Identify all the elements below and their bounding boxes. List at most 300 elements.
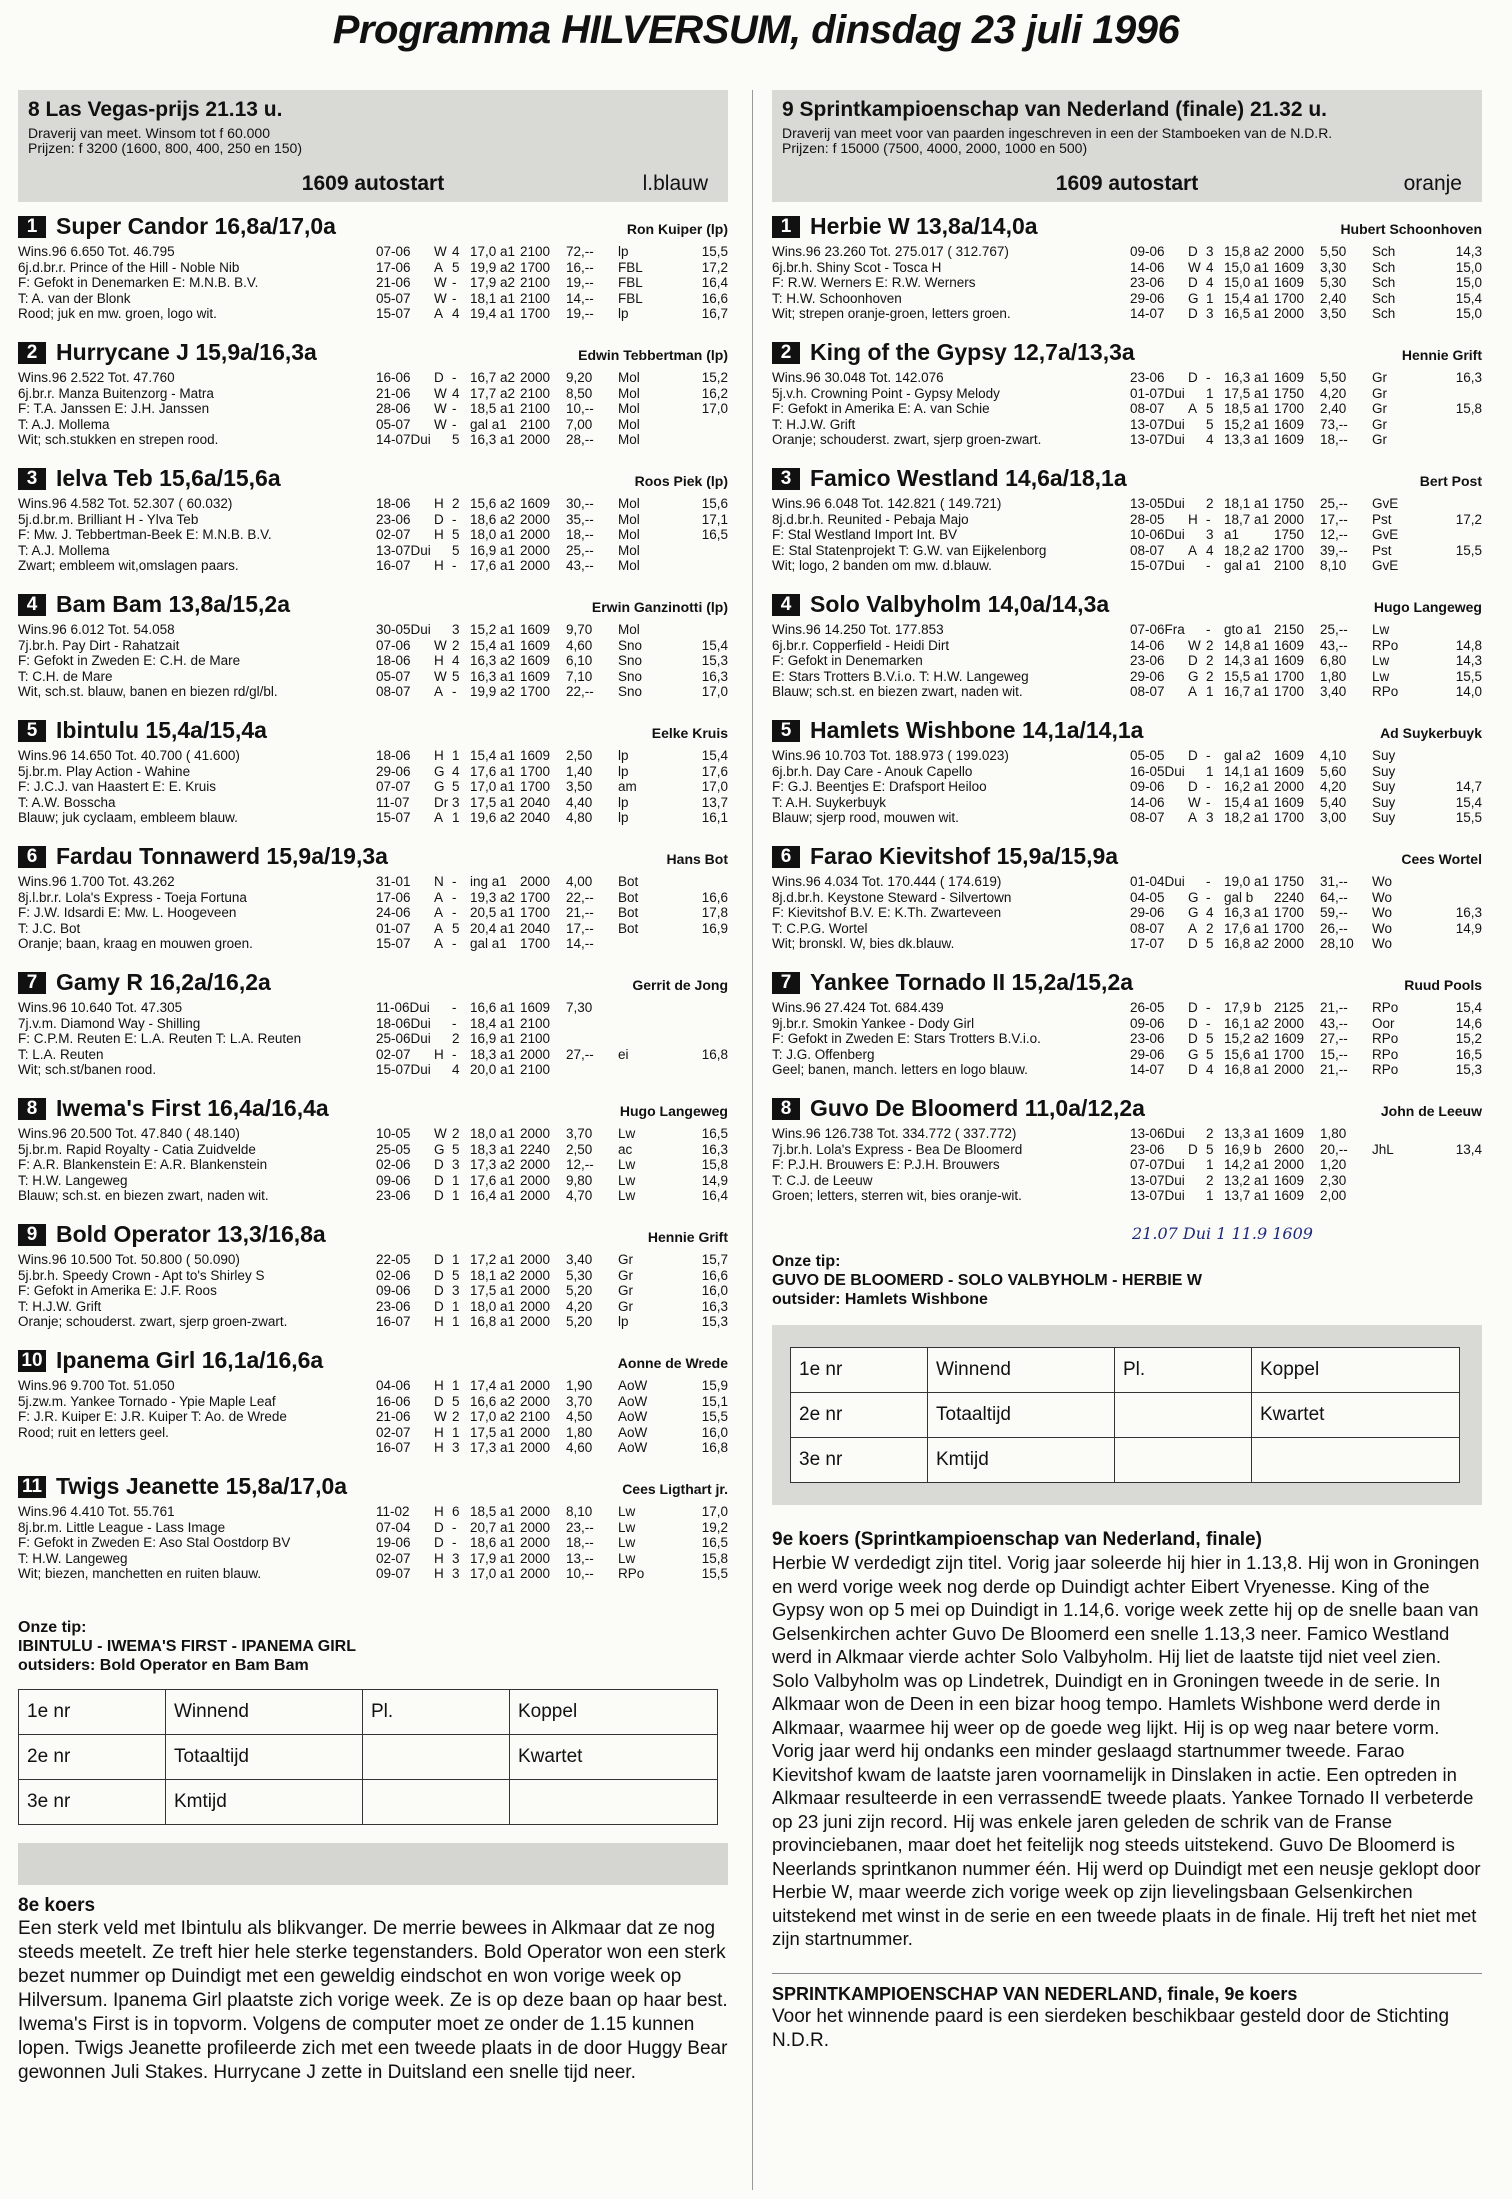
result-cell: 1700 — [520, 905, 551, 920]
result-cell: 15-07 — [376, 810, 411, 825]
horse-list — [18, 213, 728, 1602]
info-line: T: C.H. de Mare — [18, 668, 113, 684]
result-cell: 2100 — [520, 416, 551, 432]
horse-name: Farao Kievitshof 15,9a/15,9a — [810, 843, 1119, 869]
driver-name: Hugo Langeweg — [619, 1103, 728, 1119]
result-cell: 15,5 — [701, 244, 728, 259]
result-cell: 17,8 — [701, 905, 728, 920]
result-cell: 15,4 — [1455, 794, 1482, 810]
result-cell: 17,5 a1 — [1224, 385, 1270, 401]
result-cell: 16,1 — [701, 810, 728, 825]
result-cell: 15,0 — [1455, 306, 1482, 321]
result-cell: 1700 — [1274, 920, 1305, 936]
bet-cell: Kmtijd — [166, 1780, 363, 1825]
horse-name: Bam Bam 13,8a/15,2a — [56, 591, 290, 617]
result-cell — [1426, 764, 1482, 780]
result-cell: 22,-- — [566, 889, 594, 905]
result-cell: Lw — [618, 1157, 636, 1172]
result-cell: 11-02 — [376, 1504, 410, 1519]
result-cell: H — [434, 653, 444, 668]
horse-info — [18, 748, 378, 826]
result-cell: 4 — [452, 385, 460, 401]
result-row — [1130, 1126, 1482, 1142]
horse-name: Yankee Tornado II 15,2a/15,2a — [810, 969, 1134, 995]
result-cell: 17,5 a1 — [470, 794, 516, 810]
result-cell: 17,9 a2 — [470, 275, 516, 290]
result-cell: 1609 — [520, 622, 551, 637]
result-cell: 16,3 a2 — [470, 653, 516, 668]
bet-cell: 3e nr — [791, 1438, 928, 1483]
result-cell: D — [434, 1267, 444, 1283]
result-cell: Mol — [618, 416, 640, 432]
result-cell: 3 — [1206, 527, 1214, 542]
bet-cell: Totaaltijd — [928, 1393, 1115, 1438]
result-cell: W — [434, 244, 447, 259]
horse-info — [18, 496, 378, 574]
horse-name-row — [772, 969, 1482, 1000]
horse-name-row — [18, 969, 728, 1000]
info-line: 5j.br.h. Speedy Crown - Apt to's Shirley S — [18, 1267, 265, 1283]
result-cell: Mol — [618, 542, 640, 558]
result-cell: - — [1206, 370, 1211, 385]
info-line: Wins.96 20.500 Tot. 47.840 ( 48.140) — [18, 1126, 240, 1141]
result-cell: 11-06Dui — [376, 1000, 430, 1015]
result-cell: 2000 — [520, 1046, 551, 1062]
driver-name: Bert Post — [1419, 473, 1482, 489]
result-cell — [434, 1031, 452, 1047]
result-cell: 20,4 a1 — [470, 920, 516, 936]
result-cell: A — [434, 684, 444, 699]
result-cell: 2100 — [520, 290, 551, 306]
result-row — [376, 1268, 728, 1284]
result-cell: 16,3 — [1455, 905, 1482, 920]
result-cell: 1609 — [520, 1000, 551, 1015]
result-cell: 17,6 a1 — [1224, 920, 1270, 936]
result-cell: 16,3 — [701, 1298, 728, 1314]
result-cell — [672, 874, 728, 890]
result-cell: gto a1 — [1224, 622, 1262, 637]
result-row — [376, 1157, 728, 1173]
result-row — [376, 1142, 728, 1158]
result-cell — [1426, 386, 1482, 402]
result-cell: 19-06 — [376, 1535, 411, 1550]
result-row — [376, 496, 728, 512]
result-cell: 17,0 a1 — [470, 779, 516, 794]
result-cell: 08-07 — [1130, 542, 1165, 558]
result-cell: D — [434, 1535, 444, 1550]
result-cell: 14,3 a1 — [1224, 653, 1270, 668]
result-cell: 3 — [452, 622, 460, 637]
result-cell: - — [452, 290, 457, 306]
result-row — [1130, 496, 1482, 512]
results-table — [1130, 244, 1482, 322]
info-line: Groen; letters, sterren wit, bies oranje-wit. — [772, 1188, 1022, 1203]
result-row — [1130, 291, 1482, 307]
results-table — [1130, 370, 1482, 448]
info-line: T: A. van der Blonk — [18, 290, 131, 306]
result-cell: 17,0 — [701, 779, 728, 794]
result-cell: 17,0 — [701, 401, 728, 416]
result-cell: 15,-- — [1320, 1046, 1348, 1062]
result-cell: Lw — [618, 1188, 636, 1203]
horse-entry — [18, 339, 728, 468]
result-cell: 5 — [452, 1141, 460, 1157]
result-cell: 15,8 a2 — [1224, 244, 1270, 259]
driver-name: Ruud Pools — [1404, 977, 1482, 993]
result-cell: 16,9 b — [1224, 1141, 1262, 1157]
result-cell — [1188, 874, 1206, 890]
result-cell: 17,0 a1 — [470, 244, 516, 259]
result-cell: A — [434, 936, 444, 951]
result-cell: 15,4 a1 — [470, 637, 516, 653]
results-table — [1130, 622, 1482, 700]
page-title: Programma HILVERSUM, dinsdag 23 juli 1996 — [332, 8, 1180, 52]
result-cell: 02-07 — [376, 1550, 411, 1566]
result-cell: 2000 — [520, 1126, 551, 1141]
result-cell: 2000 — [520, 1267, 551, 1283]
result-cell: - — [452, 1000, 457, 1015]
result-cell: 3 — [1206, 306, 1214, 321]
result-cell: 1609 — [520, 496, 551, 511]
result-cell: 2 — [1206, 653, 1214, 668]
result-cell: 1609 — [1274, 763, 1305, 779]
info-line: F: Gefokt in Zweden E: Aso Stal Oostdorp BV — [18, 1535, 291, 1550]
result-row — [1130, 748, 1482, 764]
info-line: Wit; bronskl. W, bies dk.blauw. — [772, 936, 955, 951]
result-cell — [1426, 1173, 1482, 1189]
result-cell: Sch — [1372, 306, 1396, 321]
horse-name: Herbie W 13,8a/14,0a — [810, 213, 1038, 239]
result-cell: D — [1188, 275, 1198, 290]
result-cell: 6,10 — [566, 653, 593, 668]
result-cell: 1 — [452, 748, 460, 763]
result-cell: 1700 — [520, 936, 551, 951]
result-cell: D — [1188, 936, 1198, 951]
result-cell: D — [434, 511, 444, 527]
result-cell: 19,0 a1 — [1224, 874, 1270, 889]
result-row — [376, 1378, 728, 1394]
info-line: T: C.J. de Leeuw — [772, 1172, 873, 1188]
result-cell: 19,-- — [566, 275, 594, 290]
horse-info — [18, 1378, 378, 1440]
result-cell: 16-07 — [376, 558, 411, 573]
result-row — [376, 1504, 728, 1520]
result-cell — [434, 543, 452, 559]
result-cell: Sno — [618, 668, 643, 684]
bet-cell: Winnend — [166, 1690, 363, 1735]
result-cell: 15,0 a1 — [1224, 259, 1270, 275]
result-row — [376, 386, 728, 402]
result-cell: 09-06 — [1130, 1015, 1165, 1031]
info-line: 8j.br.m. Little League - Lass Image — [18, 1519, 226, 1535]
result-cell: 2000 — [520, 542, 551, 558]
info-line: E: Stars Trotters B.V.i.o. T: H.W. Langeweg — [772, 668, 1029, 684]
info-line: F: J.R. Kuiper E: J.R. Kuiper T: Ao. de Wrede — [18, 1409, 287, 1424]
result-row — [376, 874, 728, 890]
result-cell: 5 — [452, 542, 460, 558]
result-cell: 18,-- — [1320, 432, 1348, 447]
result-cell: 13-06Dui — [1130, 1126, 1185, 1141]
result-row — [376, 1425, 728, 1441]
result-cell: - — [452, 874, 457, 889]
result-cell: 15,5 — [1455, 542, 1482, 558]
info-line: T: H.J.W. Grift — [18, 1298, 102, 1314]
result-cell: 14-06 — [1130, 637, 1165, 653]
result-cell — [434, 1016, 452, 1032]
result-cell: D — [1188, 748, 1198, 763]
result-cell: 16,6 — [701, 290, 728, 306]
result-cell: Suy — [1372, 810, 1396, 825]
result-cell: 16,3 a1 — [1224, 370, 1270, 385]
horse-info — [772, 370, 1132, 448]
info-line: Wins.96 126.738 Tot. 334.772 ( 337.772) — [772, 1126, 1017, 1141]
result-cell: - — [1206, 874, 1211, 889]
result-cell: RPo — [618, 1566, 645, 1581]
result-cell: 1700 — [520, 779, 551, 794]
result-cell: 01-07 — [376, 920, 411, 936]
result-cell: D — [1188, 1062, 1198, 1077]
result-row — [1130, 1173, 1482, 1189]
result-cell: 3,40 — [1320, 684, 1347, 699]
result-row — [1130, 1142, 1482, 1158]
result-cell: 39,-- — [1320, 542, 1348, 558]
result-cell: 04-05 — [1130, 889, 1165, 905]
result-cell: 02-07 — [376, 527, 411, 542]
result-cell: 7,10 — [566, 668, 593, 684]
horse-entry — [772, 1095, 1482, 1224]
result-row — [376, 764, 728, 780]
result-cell: 1,80 — [566, 1424, 593, 1440]
result-cell: 17,6 a1 — [470, 558, 516, 573]
result-cell — [1188, 527, 1206, 543]
result-cell: 2240 — [520, 1141, 551, 1157]
result-row — [376, 1440, 728, 1456]
info-line: F: Mw. J. Tebbertman-Beek E: M.N.B. B.V. — [18, 527, 272, 542]
start-number: 7 — [772, 972, 800, 994]
info-line: Wins.96 4.410 Tot. 55.761 — [18, 1504, 175, 1519]
result-cell: - — [452, 558, 457, 573]
horse-entry — [772, 339, 1482, 468]
result-row — [376, 260, 728, 276]
result-cell: 4,60 — [566, 1440, 593, 1455]
result-row — [1130, 890, 1482, 906]
result-cell — [618, 1016, 672, 1032]
result-cell — [672, 1062, 728, 1078]
result-cell: 17-06 — [376, 889, 411, 905]
result-cell: 16,0 — [701, 1283, 728, 1298]
result-cell: 5 — [1206, 1031, 1214, 1046]
result-cell: 14-07Dui — [376, 432, 431, 447]
results-table — [1130, 748, 1482, 826]
info-line: Wit; sch.st/banen rood. — [18, 1062, 157, 1077]
result-cell: 5,30 — [566, 1267, 593, 1283]
result-cell: 4 — [452, 1062, 460, 1077]
horse-info — [772, 496, 1132, 574]
result-cell: 16-07 — [376, 1314, 411, 1329]
result-cell: AoW — [618, 1409, 648, 1424]
result-cell: 1 — [1206, 385, 1214, 401]
result-cell: Lw — [618, 1172, 636, 1188]
result-cell: 16-06 — [376, 370, 411, 385]
info-line: Blauw; sch.st. en biezen zwart, naden wit. — [18, 1188, 269, 1203]
result-cell: A — [434, 306, 444, 321]
bet-cell — [363, 1780, 510, 1825]
result-cell: 20,-- — [1320, 1141, 1348, 1157]
driver-name: Erwin Ganzinotti (lp) — [591, 599, 728, 615]
result-cell: 14,3 — [1455, 244, 1482, 259]
horse-entry — [18, 1473, 728, 1602]
driver-name: Cees Wortel — [1401, 851, 1482, 867]
result-cell: 15-07Dui — [376, 1062, 431, 1077]
result-row — [1130, 795, 1482, 811]
result-cell: 2000 — [520, 1504, 551, 1519]
result-cell: Sch — [1372, 244, 1396, 259]
result-cell: 1,20 — [1320, 1157, 1347, 1172]
result-cell: 17,0 — [701, 1504, 728, 1519]
result-cell: gal a2 — [1224, 748, 1261, 763]
result-cell: 4,00 — [566, 874, 593, 889]
info-line: Wins.96 14.650 Tot. 40.700 ( 41.600) — [18, 748, 240, 763]
result-cell: 16,9 — [701, 920, 728, 936]
result-cell: 1700 — [1274, 905, 1305, 920]
result-cell: 3,50 — [1320, 306, 1347, 321]
result-cell — [1426, 936, 1482, 952]
result-cell: 15-07Dui — [1130, 558, 1185, 573]
result-cell: 15,3 — [701, 1314, 728, 1329]
start-number: 1 — [18, 216, 46, 238]
result-cell: lp — [618, 244, 629, 259]
info-line: Wit; strepen oranje-groen, letters groen. — [772, 306, 1011, 321]
result-cell: 43,-- — [1320, 637, 1348, 653]
horse-info — [18, 622, 378, 700]
result-cell: D — [434, 1393, 444, 1409]
start-number: 10 — [18, 1350, 46, 1372]
result-cell: 2000 — [520, 1424, 551, 1440]
result-cell: 23-06 — [1130, 370, 1165, 385]
result-cell: 2,00 — [1320, 1188, 1347, 1203]
driver-name: John de Leeuw — [1380, 1103, 1482, 1119]
info-line: F: Gefokt in Denemarken E: M.N.B. B.V. — [18, 275, 259, 290]
result-row — [376, 638, 728, 654]
result-cell: 1609 — [520, 653, 551, 668]
result-cell — [566, 1062, 618, 1078]
result-cell: 16,9 a1 — [470, 542, 516, 558]
result-cell — [1426, 1188, 1482, 1204]
result-cell: 17,5 a1 — [470, 1283, 516, 1298]
result-cell: 02-07 — [376, 1046, 411, 1062]
result-cell: 5,60 — [1320, 763, 1347, 779]
result-cell — [1188, 386, 1206, 402]
result-cell: 15,6 a2 — [470, 496, 516, 511]
info-line: Wit; biezen, manchetten en ruiten blauw. — [18, 1566, 262, 1581]
result-cell: 10-06Dui — [1130, 527, 1185, 542]
horse-entry — [18, 1095, 728, 1224]
result-cell: 07-06Fra — [1130, 622, 1185, 637]
info-line: Wit; logo, 2 banden om mw. d.blauw. — [772, 558, 992, 573]
bet-grid — [18, 1689, 718, 1825]
result-cell: 3,50 — [566, 779, 593, 794]
result-cell: 23-06 — [1130, 275, 1165, 290]
driver-name: Hugo Langeweg — [1373, 599, 1482, 615]
result-row — [376, 370, 728, 386]
info-line: Oranje; schouderst. zwart, sjerp groen-zwart. — [772, 432, 1042, 447]
result-cell: 15,7 — [701, 1252, 728, 1267]
result-row — [376, 1535, 728, 1551]
result-row — [1130, 260, 1482, 276]
result-cell — [1426, 890, 1482, 906]
result-cell: Mol — [618, 496, 640, 511]
result-cell: 5,40 — [1320, 794, 1347, 810]
result-cell: Lw — [1372, 668, 1390, 684]
result-cell: 07-04 — [376, 1519, 411, 1535]
result-cell: 4,20 — [1320, 779, 1347, 794]
result-cell: 9,20 — [566, 370, 593, 385]
result-row — [1130, 1062, 1482, 1078]
prize-text: Voor het winnende paard is een sierdeken beschikbaar gesteld door de Stichting N.D.R. — [772, 2005, 1450, 2051]
horse-info — [18, 1000, 378, 1078]
result-cell: D — [1188, 1031, 1198, 1046]
result-cell: 1700 — [520, 259, 551, 275]
result-cell: 16,9 a1 — [470, 1031, 516, 1046]
result-cell: 1 — [1206, 763, 1214, 779]
results-table — [1130, 1126, 1482, 1204]
result-cell: 13,7 a1 — [1224, 1188, 1270, 1203]
info-line: F: P.J.H. Brouwers E: P.J.H. Brouwers — [772, 1157, 1000, 1172]
result-cell — [1188, 622, 1206, 638]
result-cell: N — [434, 874, 444, 889]
result-cell: 4 — [1206, 542, 1214, 558]
divider — [772, 1973, 1482, 1974]
result-cell: 3 — [452, 794, 460, 810]
result-cell: - — [452, 416, 457, 432]
result-row — [1130, 386, 1482, 402]
result-cell — [1372, 1126, 1426, 1142]
result-cell: 16,6 — [701, 889, 728, 905]
koers-title: 9e koers (Sprintkampioenschap van Nederland, finale) — [772, 1529, 1262, 1550]
result-cell: D — [434, 1519, 444, 1535]
result-cell: 72,-- — [566, 244, 594, 259]
result-cell: 16,8 — [701, 1046, 728, 1062]
result-cell: lp — [618, 1314, 629, 1329]
result-cell: 3 — [452, 1440, 460, 1455]
result-cell: 2000 — [520, 1314, 551, 1329]
result-row — [1130, 543, 1482, 559]
result-cell: 08-07 — [1130, 810, 1165, 825]
info-line: F: Gefokt in Amerika E: A. van Schie — [772, 401, 990, 416]
result-row — [1130, 653, 1482, 669]
tip-block — [772, 1252, 1482, 1309]
result-cell: 29-06 — [1130, 905, 1165, 920]
result-row — [1130, 936, 1482, 952]
result-cell: 05-07 — [376, 290, 411, 306]
result-cell — [618, 1062, 672, 1078]
result-cell: 4,70 — [566, 1188, 593, 1203]
result-cell: 2,30 — [1320, 1172, 1347, 1188]
result-cell: 4 — [452, 244, 460, 259]
result-cell — [566, 1016, 618, 1032]
horse-name-row — [18, 1473, 728, 1504]
info-line: F: R.W. Werners E: R.W. Werners — [772, 275, 976, 290]
result-row — [1130, 401, 1482, 417]
result-cell: lp — [618, 810, 629, 825]
result-cell: 1 — [1206, 1188, 1214, 1203]
results-table — [376, 622, 728, 700]
info-line: T: A.H. Suykerbuyk — [772, 794, 887, 810]
info-line: T: H.J.W. Grift — [772, 416, 856, 432]
driver-name: Hennie Grift — [1401, 347, 1482, 363]
result-cell — [672, 622, 728, 638]
result-cell: H — [434, 1504, 444, 1519]
